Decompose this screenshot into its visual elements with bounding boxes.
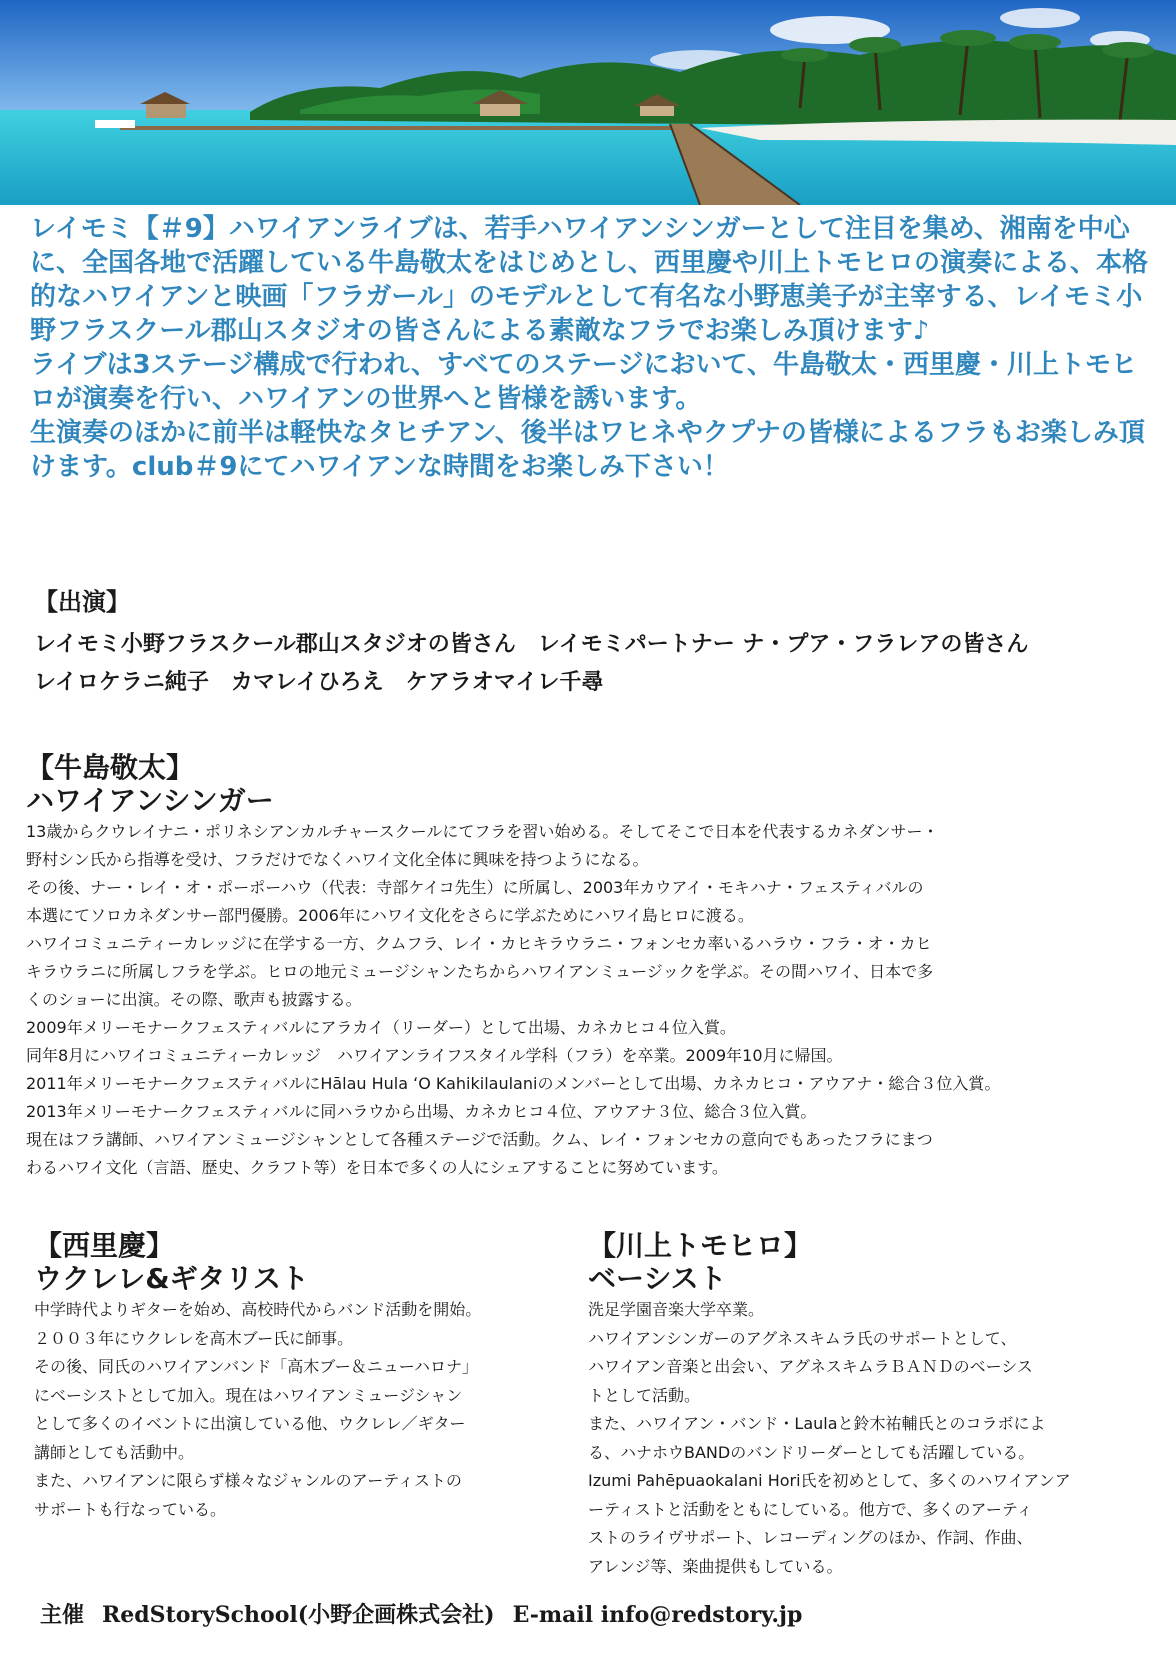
- hero-beach-photo: [0, 0, 1176, 205]
- profile-name: 【牛島敬太】: [26, 751, 195, 784]
- profile-role: ハワイアンシンガー: [26, 784, 274, 817]
- profile-line: 講師としても活動中。: [34, 1442, 195, 1462]
- profile-line: 中学時代よりギターを始め、高校時代からバンド活動を開始。: [34, 1300, 482, 1319]
- profile-line: サポートも行なっている。: [34, 1499, 227, 1519]
- profile-line: 2011年メリーモナークフェスティバルにHālau Hula ʻO Kahikilaulaniのメンバーとして出場、カネカヒコ・アウアナ・総合３位入賞。: [26, 1074, 1001, 1093]
- profile-role: ウクレレ&ギタリスト: [34, 1262, 309, 1295]
- profile-line: また、ハワイアンに限らず様々なジャンルのアーティストの: [34, 1471, 462, 1490]
- profile-line: 洗足学園音楽大学卒業。: [588, 1300, 765, 1319]
- profile-line: にベーシストとして加入。現在はハワイアンミュージシャン: [34, 1385, 463, 1405]
- cast-line: レイロケラニ純子 カマレイひろえ ケアラオマイレ千尋: [34, 670, 604, 695]
- profile-line: その後、ナー・レイ・オ・ポーポーハウ（代表：寺部ケイコ先生）に所属し、2003年カウアイ・モキハナ・フェスティバルの: [26, 878, 924, 897]
- profile-line: ハワイアンシンガーのアグネスキムラ氏のサポートとして、: [588, 1328, 1017, 1348]
- footer-organizer: [40, 1598, 820, 1629]
- profile-line: 13歳からクウレイナニ・ポリネシアンカルチャースクールにてフラを習い始める。そしてそこで日本を代表するカネダンサー・: [26, 822, 939, 841]
- profile-kawakami: [588, 1230, 1148, 1581]
- profile-line: わるハワイ文化（言語、歴史、クラフト等）を日本で多くの人にシェアすることに努めています。: [26, 1158, 728, 1177]
- profile-line: ２００３年にウクレレを高木ブー氏に師事。: [34, 1328, 354, 1348]
- profile-line: ストのライヴサポート、レコーディングのほか、作詞、作曲、: [588, 1528, 1033, 1547]
- intro-text: [30, 212, 1155, 484]
- footer-email[interactable]: E-mail info@redstory.jp: [512, 1602, 803, 1628]
- profile-line: る、ハナホウBANDのバンドリーダーとしても活躍している。: [588, 1442, 1035, 1462]
- profile-line: ハワイアン音楽と出会い、アグネスキムラＢＡＮＤのベーシス: [588, 1357, 1033, 1376]
- profile-line: 2009年メリーモナークフェスティバルにアラカイ（リーダー）として出場、カネカヒコ４位入賞。: [26, 1018, 736, 1037]
- profile-line: Izumi Pahēpuaokalani Hori氏を初めとして、多くのハワイアンア: [588, 1471, 1071, 1490]
- intro-paragraph: ライブは3ステージ構成で行われ、すべてのステージにおいて、牛島敬太・西里慶・川上トモヒロが演奏を行い、ハワイアンの世界へと皆様を誘います。: [30, 350, 1137, 414]
- cast-heading: 【出演】: [34, 588, 130, 616]
- cast-line: レイモミ小野フラスクール郡山スタジオの皆さん レイモミパートナー ナ・プア・フラレアの皆さん: [34, 632, 1029, 657]
- profile-name: 【西里慶】: [34, 1229, 175, 1262]
- profile-role: ベーシスト: [588, 1262, 727, 1295]
- profile-line: 本選にてソロカネダンサー部門優勝。2006年にハワイ文化をさらに学ぶためにハワイ島ヒロに渡る。: [26, 906, 754, 925]
- profile-line: その後、同氏のハワイアンバンド「高木ブー＆ニューハロナ」: [34, 1357, 479, 1376]
- profile-name: 【川上トモヒロ】: [588, 1229, 813, 1262]
- footer-organizer-name: RedStorySchool(小野企画株式会社): [102, 1602, 495, 1628]
- profile-line: 現在はフラ講師、ハワイアンミュージシャンとして各種ステージで活動。クム、レイ・フォンセカの意向でもあったフラにまつ: [26, 1130, 933, 1149]
- intro-paragraph: 生演奏のほかに前半は軽快なタヒチアン、後半はワヒネやクプナの皆様によるフラもお楽しみ頂けます。club＃9にてハワイアンな時間をお楽しみ下さい！: [30, 418, 1145, 482]
- profile-line: ハワイコミュニティーカレッジに在学する一方、クムフラ、レイ・カヒキラウラニ・フォンセカ率いるハラウ・フラ・オ・カヒ: [26, 934, 932, 953]
- profile-ushijima: [26, 752, 1156, 1182]
- profile-line: として多くのイベントに出演している他、ウクレレ／ギター: [34, 1414, 466, 1433]
- profile-line: くのショーに出演。その際、歌声も披露する。: [26, 990, 362, 1009]
- profile-text: [26, 818, 1156, 1182]
- profile-line: トとして活動。: [588, 1385, 701, 1405]
- profile-line: 2013年メリーモナークフェスティバルに同ハラウから出場、カネカヒコ４位、アウアナ３位、総合３位入賞。: [26, 1102, 817, 1121]
- footer-label: 主催: [40, 1602, 85, 1628]
- profile-line: ーティストと活動をともにしている。他方で、多くのアーティ: [588, 1499, 1033, 1519]
- profile-line: アレンジ等、楽曲提供もしている。: [588, 1556, 843, 1576]
- profile-text: [34, 1296, 574, 1524]
- profile-line: 野村シン氏から指導を受け、フラだけでなくハワイ文化全体に興味を持つようになる。: [26, 850, 649, 869]
- cast-section: [34, 586, 1144, 706]
- profile-line: また、ハワイアン・バンド・Laulaと鈴木祐輔氏とのコラボによ: [588, 1414, 1046, 1433]
- intro-paragraph: レイモミ【＃9】ハワイアンライブは、若手ハワイアンシンガーとして注目を集め、湘南を中心に、全国各地で活躍している牛島敬太をはじめとし、西里慶や川上トモヒロの演奏による、本格的なハワイアンと映画「フラガール」のモデルとして有名な小野恵美子が主宰する、レイモミ小野フラスクール郡山スタジオの皆さんによる素敵なフラでお楽しみ頂けます♪: [30, 214, 1149, 346]
- profile-text: [588, 1296, 1148, 1581]
- profile-line: キラウラニに所属しフラを学ぶ。ヒロの地元ミュージシャンたちからハワイアンミュージックを学ぶ。その間ハワイ、日本で多: [26, 962, 934, 981]
- profile-line: 同年8月にハワイコミュニティーカレッジ ハワイアンライフスタイル学科（フラ）を卒業。2009年10月に帰国。: [26, 1046, 843, 1065]
- profile-nishizato: [34, 1230, 574, 1524]
